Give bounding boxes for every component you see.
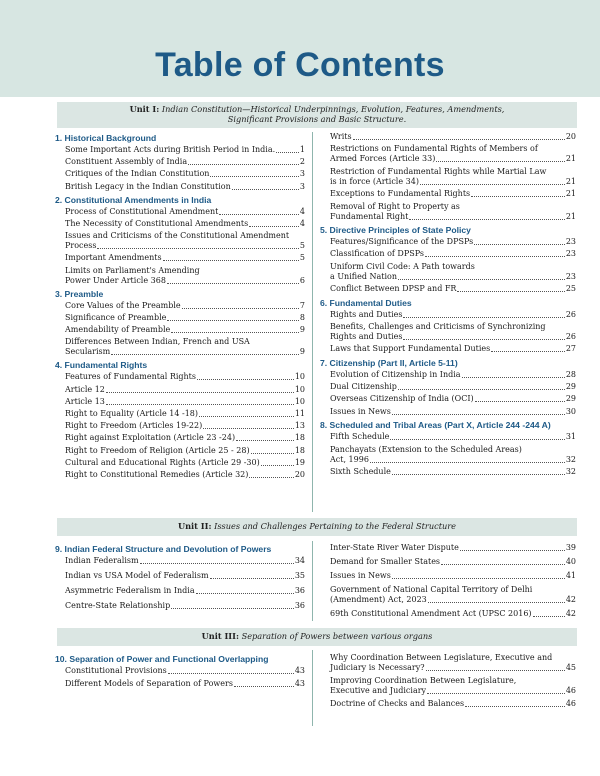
toc-entry[interactable] [55, 301, 305, 311]
unit-1-right-column [320, 132, 576, 479]
leader-dots [425, 256, 565, 257]
leader-dots [203, 428, 294, 429]
unit-2-label: Unit II: [177, 521, 212, 531]
page-number: 27 [565, 344, 576, 354]
leader-dots [232, 189, 299, 190]
toc-entry-text: Right to Freedom of Religion (Article 25 - 28) [65, 445, 250, 455]
toc-entry-text: Act, 1996 [330, 454, 369, 464]
page-number: 10 [294, 372, 305, 382]
toc-entry-text: a Unified Nation [330, 271, 398, 281]
toc-entry-text: Significance of Preamble [65, 312, 167, 322]
unit-2-bar [57, 518, 577, 536]
toc-entry-text: Rights and Duties [330, 309, 403, 319]
toc-entry[interactable] [320, 676, 576, 696]
toc-entry-text: Power Under Article 368 [65, 275, 166, 285]
leader-dots [462, 377, 565, 378]
toc-entry-text: Dual Citizenship [330, 382, 397, 392]
toc-entry-text: Features of Fundamental Rights [65, 372, 196, 382]
toc-entry-text: Restrictions on Fundamental Rights of Members of [330, 144, 538, 154]
page-number: 4 [299, 218, 305, 228]
toc-entry[interactable] [55, 433, 305, 443]
leader-dots [106, 392, 294, 393]
toc-entry-text: Limits on Parliament's Amending [65, 265, 200, 275]
leader-dots [475, 401, 565, 402]
toc-entry[interactable] [320, 585, 576, 605]
leader-dots [251, 453, 294, 454]
leader-dots [219, 214, 299, 215]
toc-entry[interactable] [55, 679, 305, 689]
page-number: 4 [299, 206, 305, 216]
toc-entry[interactable] [55, 571, 305, 581]
toc-entry-text: Constituent Assembly of India [65, 157, 188, 167]
toc-entry[interactable] [55, 207, 305, 217]
toc-entry-text: is in force (Article 34) [330, 176, 419, 186]
toc-entry-text: Armed Forces (Article 33) [330, 154, 436, 164]
unit-1-desc: Indian Constitution—Historical Underpinnings, Evolution, Features, Amendments, [161, 104, 505, 114]
page-number: 45 [565, 663, 576, 672]
toc-entry[interactable] [55, 231, 305, 251]
toc-entry-text: Improving Coordination Between Legislature, [330, 676, 517, 685]
leader-dots [390, 439, 564, 440]
toc-entry-text: Sixth Schedule [330, 467, 391, 477]
leader-dots [197, 379, 294, 380]
toc-entry[interactable] [55, 313, 305, 323]
toc-entry-text: Rights and Duties [330, 331, 403, 341]
page-number: 8 [299, 312, 305, 322]
divider-unit-1 [312, 132, 313, 512]
toc-entry-text: Amendability of Preamble [65, 325, 171, 335]
page-number: 30 [565, 406, 576, 416]
toc-entry-text: Indian Federalism [65, 556, 139, 565]
page-number: 40 [565, 557, 576, 566]
toc-entry-text: Uniform Civil Code: A Path towards [330, 261, 475, 271]
page-number: 23 [565, 249, 576, 259]
toc-entry[interactable] [320, 262, 576, 282]
toc-entry[interactable] [320, 467, 576, 477]
leader-dots [491, 351, 565, 352]
leader-dots [199, 416, 294, 417]
toc-entry-text: Constitutional Provisions [65, 666, 167, 675]
toc-entry[interactable] [55, 337, 305, 357]
toc-entry[interactable] [55, 397, 305, 407]
leader-dots [236, 440, 294, 441]
toc-entry-text: Overseas Citizenship of India (OCI) [330, 394, 474, 404]
toc-entry[interactable] [320, 394, 576, 404]
toc-entry-text: Cultural and Educational Rights (Article 29 -30) [65, 457, 260, 467]
toc-entry[interactable] [320, 249, 576, 259]
page-number: 21 [565, 211, 576, 221]
unit-1-bar [57, 102, 577, 128]
page-number: 26 [565, 309, 576, 319]
toc-entry-text: Critiques of the Indian Constitution [65, 169, 210, 179]
section-heading[interactable]: 6. Fundamental Duties [320, 297, 412, 308]
toc-entry[interactable] [55, 182, 305, 192]
leader-dots [427, 693, 565, 694]
page-number: 20 [565, 132, 576, 141]
toc-entry-text: Removal of Right to Property as [330, 201, 460, 211]
leader-dots [403, 339, 564, 340]
unit-1-left-column [55, 132, 305, 482]
page-number: 5 [299, 241, 305, 251]
leader-dots [106, 404, 294, 405]
page-number: 29 [565, 382, 576, 392]
leader-dots [403, 317, 564, 318]
toc-entry-text: (Amendment) Act, 2023 [330, 595, 427, 604]
page-number: 21 [565, 154, 576, 164]
leader-dots [457, 291, 564, 292]
toc-entry-text: Process [65, 241, 97, 251]
page-number: 25 [565, 284, 576, 294]
leader-dots [261, 465, 294, 466]
toc-entry[interactable] [320, 653, 576, 673]
page-number: 26 [565, 331, 576, 341]
section-heading[interactable]: 3. Preamble [55, 288, 104, 299]
page-number: 23 [565, 236, 576, 246]
leader-dots [210, 176, 298, 177]
page-number: 42 [565, 595, 576, 604]
page-number: 36 [294, 601, 305, 610]
toc-entry-text: Classification of DPSPs [330, 249, 424, 259]
toc-entry[interactable] [55, 253, 305, 263]
toc-entry-text: British Legacy in the Indian Constitution [65, 181, 231, 191]
toc-entry-text: The Necessity of Constitutional Amendments [65, 218, 249, 228]
leader-dots [167, 283, 299, 284]
toc-entry-text: Panchayats (Extension to the Scheduled Areas) [330, 444, 522, 454]
toc-entry-text: Fundamental Right [330, 211, 409, 221]
page-number: 36 [294, 586, 305, 595]
section-heading[interactable]: 8. Scheduled and Tribal Areas (Part X, Article 244 -244 A) [320, 420, 551, 431]
toc-entry-text: Executive and Judiciary [330, 686, 427, 695]
page-number: 20 [294, 469, 305, 479]
leader-dots [167, 320, 299, 321]
toc-entry-text: Important Amendments [65, 253, 162, 263]
toc-entry-text: Core Values of the Preamble [65, 300, 181, 310]
divider-unit-3 [312, 650, 313, 726]
page-number: 3 [299, 169, 305, 179]
toc-entry[interactable] [55, 385, 305, 395]
unit-3-label: Unit III: [201, 631, 239, 641]
toc-entry[interactable] [320, 370, 576, 380]
unit-1-desc-2: Significant Provisions and Basic Structure. [227, 114, 407, 124]
toc-entry-text: Issues and Criticisms of the Constitutional Amendment [65, 231, 290, 241]
toc-entry-text: Differences Between Indian, French and USA [65, 337, 250, 347]
toc-entry-text: Laws that Support Fundamental Duties [330, 344, 491, 354]
leader-dots [188, 164, 299, 165]
unit-2-desc: Issues and Challenges Pertaining to the Federal Structure [214, 521, 457, 531]
leader-dots [465, 706, 565, 707]
page-title: Table of Contents [155, 46, 445, 84]
toc-entry-text: Right to Constitutional Remedies (Article 32) [65, 469, 249, 479]
page-number: 21 [565, 176, 576, 186]
leader-dots [163, 260, 299, 261]
page-number: 1 [299, 145, 305, 154]
page-number: 32 [565, 467, 576, 477]
toc-entry[interactable] [55, 458, 305, 468]
toc-entry-text: Doctrine of Checks and Balances [330, 699, 465, 708]
toc-entry[interactable] [320, 557, 576, 567]
leader-dots [533, 616, 565, 617]
leader-dots [171, 608, 294, 609]
leader-dots [441, 564, 565, 565]
toc-entry[interactable] [320, 609, 576, 619]
leader-dots [436, 161, 564, 162]
toc-entry[interactable] [320, 432, 576, 442]
toc-entry-text: Process of Constitutional Amendment [65, 206, 219, 216]
toc-entry-text: Features/Significance of the DPSPs [330, 236, 474, 246]
toc-entry[interactable] [55, 145, 305, 155]
leader-dots [420, 184, 565, 185]
toc-entry[interactable] [55, 601, 305, 611]
toc-entry-text: Government of National Capital Territory of Delhi [330, 585, 533, 594]
page-number: 43 [294, 666, 305, 675]
toc-entry-text: Asymmetric Federalism in India [65, 586, 195, 595]
toc-entry-text: Issues in News [330, 571, 391, 580]
page-number: 32 [565, 454, 576, 464]
toc-entry-text: Writs [330, 132, 352, 141]
leader-dots [234, 686, 294, 687]
section-heading[interactable]: 5. Directive Principles of State Policy [320, 224, 471, 235]
toc-entry-text: Restriction of Fundamental Rights while Martial Law [330, 166, 547, 176]
section-heading[interactable]: 2. Constitutional Amendments in India [55, 194, 212, 205]
leader-dots [392, 474, 565, 475]
page-number: 19 [294, 457, 305, 467]
toc-entry-text: Right against Exploitation (Article 23 -24) [65, 433, 236, 443]
leader-dots [276, 152, 299, 153]
leader-dots [182, 308, 299, 309]
leader-dots [392, 414, 565, 415]
toc-entry-text: Secularism [65, 347, 111, 357]
page-number: 29 [565, 394, 576, 404]
unit-3-desc: Separation of Powers between various organs [241, 631, 433, 641]
leader-dots [426, 670, 565, 671]
page-number: 10 [294, 384, 305, 394]
toc-entry[interactable] [320, 344, 576, 354]
unit-3-left-column [55, 653, 305, 692]
toc-entry[interactable] [55, 409, 305, 419]
leader-dots [97, 248, 298, 249]
toc-entry-text: Conflict Between DPSP and FR [330, 284, 457, 294]
section-heading[interactable]: 4. Fundamental Rights [55, 360, 148, 371]
page-number: 10 [294, 396, 305, 406]
toc-entry-text: Article 13 [65, 396, 105, 406]
page-number: 43 [294, 679, 305, 688]
section-heading[interactable]: 1. Historical Background [55, 133, 157, 143]
toc-entry-text: Fifth Schedule [330, 432, 390, 442]
page-number: 11 [294, 409, 305, 418]
section-heading[interactable]: 9. Indian Federal Structure and Devolution of Powers [55, 544, 272, 554]
toc-entry[interactable] [320, 543, 576, 553]
toc-entry-text: Right to Freedom (Articles 19-22) [65, 421, 203, 431]
toc-entry[interactable] [320, 407, 576, 417]
page-number: 2 [299, 157, 305, 167]
toc-entry[interactable] [55, 586, 305, 596]
toc-entry-text: Benefits, Challenges and Criticisms of Synchronizing [330, 321, 546, 331]
leader-dots [398, 279, 565, 280]
leader-dots [409, 219, 564, 220]
leader-dots [353, 139, 565, 140]
leader-dots [474, 244, 565, 245]
page-number: 46 [565, 699, 576, 708]
toc-entry[interactable] [55, 219, 305, 229]
toc-entry[interactable] [55, 556, 305, 566]
toc-entry-text: 69th Constitutional Amendment Act (UPSC 2016) [330, 609, 532, 618]
leader-dots [196, 593, 294, 594]
leader-dots [171, 332, 299, 333]
toc-entry-text: Exceptions to Fundamental Rights [330, 189, 471, 199]
page-number: 41 [565, 571, 576, 580]
toc-entry[interactable] [320, 699, 576, 709]
leader-dots [471, 196, 565, 197]
page-number: 21 [565, 189, 576, 199]
unit-2-left-column [55, 543, 305, 616]
toc-entry-text: Right to Equality (Article 14 -18) [65, 409, 199, 418]
toc-entry[interactable] [320, 571, 576, 581]
toc-entry-text: Some Important Acts during British Period in India. [65, 145, 276, 154]
toc-entry-text: Judiciary is Necessary? [330, 663, 425, 672]
toc-entry-text: Why Coordination Between Legislature, Executive and [330, 653, 553, 662]
toc-entry-text: Issues in News [330, 406, 391, 416]
leader-dots [249, 226, 299, 227]
toc-entry[interactable] [55, 666, 305, 676]
unit-3-bar [57, 628, 577, 646]
page-number: 39 [565, 543, 576, 552]
page-number: 18 [294, 433, 305, 443]
page-number: 42 [565, 609, 576, 618]
leader-dots [428, 602, 565, 603]
page-number: 7 [299, 300, 305, 310]
unit-1-label: Unit I: [129, 104, 160, 114]
toc-entry[interactable] [55, 421, 305, 431]
page-number: 5 [299, 253, 305, 263]
leader-dots [168, 673, 294, 674]
page-number: 28 [565, 369, 576, 379]
toc-entry[interactable] [55, 157, 305, 167]
leader-dots [140, 563, 294, 564]
toc-entry[interactable] [320, 284, 576, 294]
page-number: 13 [294, 421, 305, 431]
unit-2-right-column [320, 543, 576, 623]
page-number: 23 [565, 271, 576, 281]
leader-dots [210, 578, 294, 579]
leader-dots [392, 578, 565, 579]
toc-entry-text: Centre-State Relationship [65, 601, 171, 610]
toc-entry[interactable] [320, 445, 576, 465]
leader-dots [249, 477, 293, 478]
toc-entry-text: Article 12 [65, 384, 105, 394]
toc-entry[interactable] [320, 189, 576, 199]
toc-entry[interactable] [55, 325, 305, 335]
toc-entry[interactable] [320, 132, 576, 142]
leader-dots [111, 354, 299, 355]
toc-entry-text: Indian vs USA Model of Federalism [65, 571, 209, 580]
toc-entry[interactable] [320, 237, 576, 247]
toc-entry[interactable] [320, 322, 576, 342]
leader-dots [370, 462, 565, 463]
toc-entry-text: Different Models of Separation of Powers [65, 679, 233, 688]
toc-entry[interactable] [320, 144, 576, 164]
toc-entry-text: Inter-State River Water Dispute [330, 543, 459, 552]
toc-entry[interactable] [55, 372, 305, 382]
leader-dots [460, 550, 565, 551]
page-number: 6 [299, 275, 305, 285]
section-heading[interactable]: 10. Separation of Power and Functional Overlapping [55, 654, 269, 664]
toc-entry[interactable] [55, 266, 305, 286]
toc-entry-text: Evolution of Citizenship in India [330, 369, 461, 379]
page-number: 34 [294, 556, 305, 565]
toc-entry[interactable] [320, 310, 576, 320]
page-number: 9 [299, 347, 305, 357]
toc-entry[interactable] [320, 167, 576, 187]
page-number: 31 [565, 432, 576, 442]
toc-entry[interactable] [55, 446, 305, 456]
toc-entry[interactable] [55, 470, 305, 480]
toc-entry[interactable] [320, 202, 576, 222]
toc-entry-text: Demand for Smaller States [330, 557, 441, 566]
page-number: 18 [294, 445, 305, 455]
page-number: 9 [299, 325, 305, 335]
page-number: 35 [294, 571, 305, 580]
toc-entry[interactable] [320, 382, 576, 392]
toc-entry[interactable] [55, 169, 305, 179]
unit-3-right-column [320, 653, 576, 712]
page-number: 46 [565, 686, 576, 695]
page-number: 3 [299, 181, 305, 191]
leader-dots [398, 389, 565, 390]
divider-unit-2 [312, 541, 313, 621]
section-heading[interactable]: 7. Citizenship (Part II, Article 5-11) [320, 357, 458, 368]
